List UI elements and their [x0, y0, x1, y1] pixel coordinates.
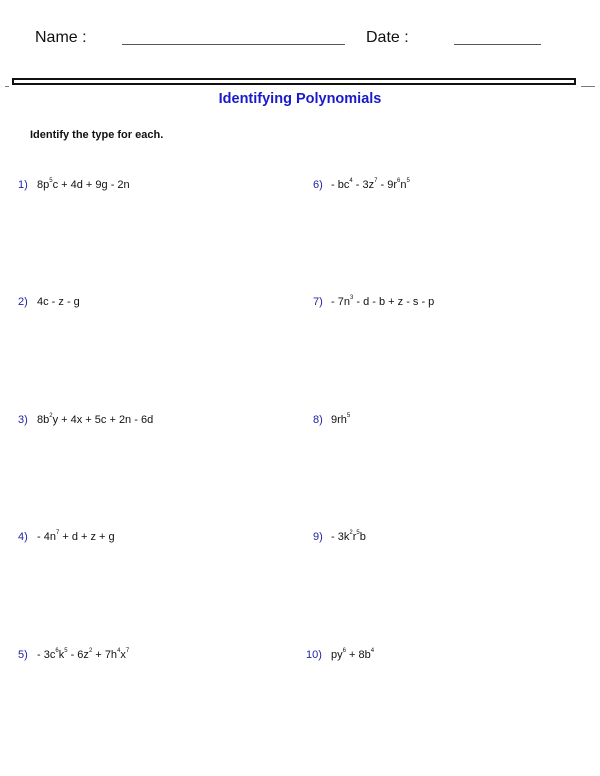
exponent: 2	[49, 413, 53, 420]
problem-4	[18, 531, 115, 543]
right-dash-divider	[581, 86, 595, 87]
date-label: Date :	[366, 29, 409, 46]
exponent: 2	[88, 648, 93, 655]
problem-2	[18, 296, 80, 308]
exponent: 4	[117, 648, 121, 655]
date-field-line[interactable]	[454, 44, 541, 45]
problem-8	[313, 414, 350, 426]
problem-number: 9)	[313, 531, 323, 543]
problem-expression: $8p^5c + 4d + 9g - 2n$	[37, 178, 130, 191]
exponent: 6	[397, 178, 401, 185]
worksheet-title: Identifying Polynomials	[218, 91, 382, 107]
problem-10	[306, 649, 374, 661]
problem-3	[18, 414, 153, 426]
exponent: 5	[64, 648, 68, 655]
problem-6	[313, 179, 410, 191]
exponent: 6	[342, 648, 346, 655]
problem-number: 2)	[18, 296, 28, 308]
exponent: 6	[55, 648, 59, 655]
exponent: 5	[346, 413, 351, 420]
problem-expression: - $3k^2r^5b$	[331, 530, 366, 543]
header-divider-bar	[12, 78, 576, 85]
problem-number: 6)	[313, 179, 323, 191]
problem-9	[313, 531, 366, 543]
problem-number: 10)	[306, 649, 322, 661]
exponent: 5	[406, 178, 410, 185]
problem-expression: - $4n^7 + d + z + g$	[37, 530, 115, 543]
name-field-line[interactable]	[122, 44, 345, 45]
instructions: Identify the type for each.	[30, 129, 164, 141]
exponent: 4	[349, 178, 353, 185]
exponent: 7	[374, 178, 378, 185]
problem-number: 4)	[18, 531, 28, 543]
problem-number: 8)	[313, 414, 323, 426]
exponent: 4	[370, 648, 375, 655]
problem-expression: - $7n^3 - d - b + z - s - p$	[331, 295, 435, 308]
problem-expression: - $3c^6k^5 - 6z^2 + 7h^4x^7$	[37, 648, 130, 661]
problem-number: 3)	[18, 414, 28, 426]
name-label: Name :	[35, 29, 87, 46]
exponent: 5	[49, 178, 53, 185]
problem-expression: 4c - z - g	[37, 296, 80, 308]
problem-expression: $9rh^5$	[331, 413, 351, 426]
problem-expression: $py^6 + 8b^4$	[331, 648, 375, 661]
problem-expression: - $bc^4 - 3z^7 - 9r^6n^5$	[331, 178, 410, 191]
problem-number: 7)	[313, 296, 323, 308]
problem-expression: $8b^2y + 4x + 5c + 2n - 6d$	[37, 413, 154, 426]
problem-number: 5)	[18, 649, 28, 661]
left-dash-divider	[5, 86, 9, 87]
exponent: 7	[55, 530, 60, 537]
problem-7	[313, 296, 434, 308]
exponent: 2	[349, 530, 353, 537]
problem-number: 1)	[18, 179, 28, 191]
exponent: 5	[356, 530, 360, 537]
problem-1	[18, 179, 130, 191]
exponent: 7	[125, 648, 130, 655]
problem-5	[18, 649, 129, 661]
exponent: 3	[349, 295, 354, 302]
